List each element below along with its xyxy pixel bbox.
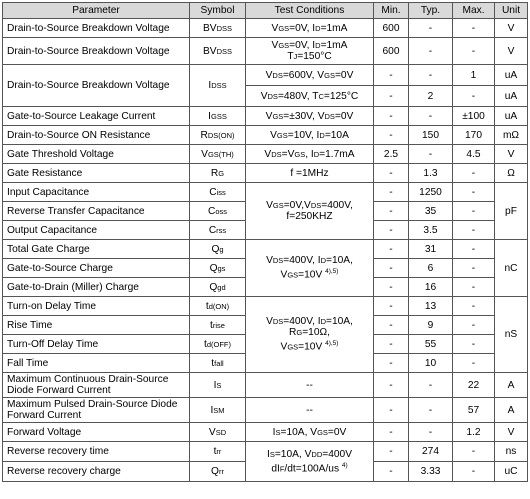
typ-cell: 1.3 <box>409 164 453 183</box>
parameter-cell: Reverse Transfer Capacitance <box>3 202 190 221</box>
symbol-cell: IGSS <box>190 107 246 126</box>
symbol-cell: tfall <box>190 354 246 373</box>
table-row <box>3 164 528 183</box>
typ-cell: - <box>409 423 453 442</box>
symbol-cell: ISM <box>190 398 246 423</box>
condition-cell <box>246 183 374 240</box>
header-parameter: Parameter <box>3 3 190 19</box>
parameter-cell: Forward Voltage <box>3 423 190 442</box>
min-cell: - <box>374 316 409 335</box>
min-cell: - <box>374 278 409 297</box>
table-row <box>3 145 528 164</box>
typ-cell: 16 <box>409 278 453 297</box>
typ-cell: - <box>409 19 453 38</box>
condition-line: IS=10A, VGS=0V <box>272 426 347 438</box>
condition-line: VDS=480V, TC=125°C <box>260 90 359 102</box>
max-cell: - <box>453 354 495 373</box>
parameter-cell: Gate Threshold Voltage <box>3 145 190 164</box>
condition-line: IS=10A, VDD=400V <box>267 448 352 460</box>
max-cell: - <box>453 19 495 38</box>
max-cell: - <box>453 202 495 221</box>
typ-cell: 31 <box>409 240 453 259</box>
min-cell: - <box>374 335 409 354</box>
header-min: Min. <box>374 3 409 19</box>
symbol-cell: Qg <box>190 240 246 259</box>
condition-cell <box>246 65 374 86</box>
table-row <box>3 442 528 462</box>
min-cell: - <box>374 183 409 202</box>
typ-cell: - <box>409 65 453 86</box>
parameter-cell: Reverse recovery time <box>3 442 190 462</box>
unit-cell: V <box>495 423 528 442</box>
max-cell: ±100 <box>453 107 495 126</box>
condition-cell <box>246 107 374 126</box>
typ-cell: 150 <box>409 126 453 145</box>
parameter-cell: Drain-to-Source Breakdown Voltage <box>3 38 190 65</box>
parameter-cell: Total Gate Charge <box>3 240 190 259</box>
header-symbol: Symbol <box>190 3 246 19</box>
condition-line: VGS=0V,VDS=400V, <box>266 200 353 211</box>
min-cell: - <box>374 297 409 316</box>
max-cell: - <box>453 86 495 107</box>
typ-cell: - <box>409 38 453 65</box>
parameter-cell: Reverse recovery charge <box>3 462 190 482</box>
parameter-cell: Gate-to-Source Leakage Current <box>3 107 190 126</box>
parameter-cell: Input Capacitance <box>3 183 190 202</box>
min-cell: - <box>374 65 409 86</box>
condition-line: VGS=0V, ID=1mA <box>271 22 348 34</box>
condition-line: f=250KHZ <box>286 211 333 222</box>
max-cell: - <box>453 462 495 482</box>
parameter-cell: Turn-on Delay Time <box>3 297 190 316</box>
unit-cell: A <box>495 398 528 423</box>
parameter-cell: Output Capacitance <box>3 221 190 240</box>
parameter-cell: Drain-to-Source ON Resistance <box>3 126 190 145</box>
max-cell: 22 <box>453 373 495 398</box>
table-row <box>3 373 528 398</box>
min-cell: - <box>374 202 409 221</box>
unit-cell: V <box>495 19 528 38</box>
symbol-cell: trr <box>190 442 246 462</box>
min-cell: 600 <box>374 38 409 65</box>
min-cell: - <box>374 462 409 482</box>
condition-cell <box>246 19 374 38</box>
symbol-cell: Qgd <box>190 278 246 297</box>
symbol-cell: Ciss <box>190 183 246 202</box>
parameter-cell: Turn-Off Delay Time <box>3 335 190 354</box>
condition-cell <box>246 126 374 145</box>
max-cell: - <box>453 221 495 240</box>
symbol-cell: Qgs <box>190 259 246 278</box>
unit-cell: uC <box>495 462 528 482</box>
max-cell: - <box>453 240 495 259</box>
header-unit: Unit <box>495 3 528 19</box>
table-row <box>3 38 528 65</box>
max-cell: - <box>453 259 495 278</box>
symbol-cell: IS <box>190 373 246 398</box>
unit-cell: uA <box>495 86 528 107</box>
condition-cell: -- <box>246 398 374 423</box>
max-cell: - <box>453 297 495 316</box>
symbol-cell: td(OFF) <box>190 335 246 354</box>
max-cell: - <box>453 183 495 202</box>
symbol-cell: Crss <box>190 221 246 240</box>
min-cell: - <box>374 423 409 442</box>
min-cell: - <box>374 164 409 183</box>
table-row <box>3 423 528 442</box>
condition-line: VDS=400V, ID=10A, <box>266 316 353 328</box>
typ-cell: 35 <box>409 202 453 221</box>
parameter-cell: Drain-to-Source Breakdown Voltage <box>3 65 190 107</box>
typ-cell: 3.5 <box>409 221 453 240</box>
unit-cell: V <box>495 38 528 65</box>
parameter-cell: Gate-to-Drain (Miller) Charge <box>3 278 190 297</box>
table-row <box>3 107 528 126</box>
typ-cell: 55 <box>409 335 453 354</box>
min-cell: - <box>374 442 409 462</box>
table-row <box>3 297 528 316</box>
parameter-cell: Fall Time <box>3 354 190 373</box>
parameter-cell: Gate Resistance <box>3 164 190 183</box>
unit-cell: uA <box>495 65 528 86</box>
condition-line: RG=10Ω, <box>289 327 330 339</box>
symbol-cell: trise <box>190 316 246 335</box>
symbol-cell: VSD <box>190 423 246 442</box>
condition-cell <box>246 240 374 297</box>
table-row <box>3 65 528 86</box>
max-cell: 170 <box>453 126 495 145</box>
unit-cell: nC <box>495 240 528 297</box>
max-cell: 4.5 <box>453 145 495 164</box>
condition-cell <box>246 442 374 482</box>
typ-cell: 13 <box>409 297 453 316</box>
condition-line: VDS=VGS, ID=1.7mA <box>264 148 355 160</box>
typ-cell: 10 <box>409 354 453 373</box>
min-cell: - <box>374 240 409 259</box>
min-cell: - <box>374 107 409 126</box>
condition-line: dIF/dt=100A/us $^{4)}$ <box>271 461 348 475</box>
min-cell: - <box>374 126 409 145</box>
typ-cell: - <box>409 145 453 164</box>
table-row <box>3 126 528 145</box>
typ-cell: 6 <box>409 259 453 278</box>
unit-cell: mΩ <box>495 126 528 145</box>
header-row <box>3 3 528 19</box>
condition-line: VDS=600V, VGS=0V <box>265 69 354 81</box>
symbol-cell: BVDSS <box>190 38 246 65</box>
electrical-characteristics-table <box>2 2 528 482</box>
table-row <box>3 19 528 38</box>
table-row <box>3 183 528 202</box>
symbol-cell: Coss <box>190 202 246 221</box>
typ-cell: - <box>409 398 453 423</box>
condition-line: VDS=400V, ID=10A, <box>266 255 353 267</box>
unit-cell: A <box>495 373 528 398</box>
min-cell: - <box>374 373 409 398</box>
parameter-cell: Drain-to-Source Breakdown Voltage <box>3 19 190 38</box>
symbol-cell: RDS(ON) <box>190 126 246 145</box>
unit-cell: V <box>495 145 528 164</box>
max-cell: - <box>453 164 495 183</box>
max-cell: 1.2 <box>453 423 495 442</box>
unit-cell: Ω <box>495 164 528 183</box>
typ-cell: - <box>409 373 453 398</box>
min-cell: - <box>374 354 409 373</box>
condition-line: VGS=10V $^{4),5)}$ <box>280 340 339 353</box>
unit-cell: uA <box>495 107 528 126</box>
parameter-cell: Rise Time <box>3 316 190 335</box>
min-cell: - <box>374 86 409 107</box>
typ-cell: 2 <box>409 86 453 107</box>
symbol-cell: VGS(TH) <box>190 145 246 164</box>
condition-cell <box>246 164 374 183</box>
max-cell: 1 <box>453 65 495 86</box>
unit-cell: nS <box>495 297 528 373</box>
condition-line: f =1MHz <box>290 167 329 179</box>
table-row <box>3 398 528 423</box>
max-cell: - <box>453 316 495 335</box>
max-cell: - <box>453 335 495 354</box>
typ-cell: 274 <box>409 442 453 462</box>
min-cell: 600 <box>374 19 409 38</box>
symbol-cell: BVDSS <box>190 19 246 38</box>
condition-line: TJ=150°C <box>287 51 332 62</box>
max-cell: - <box>453 38 495 65</box>
typ-cell: 9 <box>409 316 453 335</box>
condition-line: VGS=10V, ID=10A <box>270 129 349 141</box>
condition-line: VGS=0V, ID=1mA <box>271 40 348 51</box>
symbol-cell: IDSS <box>190 65 246 107</box>
condition-cell <box>246 86 374 107</box>
symbol-cell: Qrr <box>190 462 246 482</box>
parameter-cell: Maximum Pulsed Drain-Source Diode Forward Current <box>3 398 190 423</box>
max-cell: - <box>453 278 495 297</box>
condition-cell <box>246 145 374 164</box>
table-row <box>3 240 528 259</box>
condition-cell <box>246 297 374 373</box>
max-cell: - <box>453 442 495 462</box>
symbol-cell: RG <box>190 164 246 183</box>
max-cell: 57 <box>453 398 495 423</box>
min-cell: - <box>374 221 409 240</box>
min-cell: - <box>374 259 409 278</box>
typ-cell: 1250 <box>409 183 453 202</box>
parameter-cell: Maximum Continuous Drain-Source Diode Forward Current <box>3 373 190 398</box>
header-max: Max. <box>453 3 495 19</box>
condition-line: VGS=10V $^{4),5)}$ <box>280 268 339 281</box>
parameter-cell: Gate-to-Source Charge <box>3 259 190 278</box>
unit-cell: ns <box>495 442 528 462</box>
header-test-conditions: Test Conditions <box>246 3 374 19</box>
min-cell: - <box>374 398 409 423</box>
unit-cell: pF <box>495 183 528 240</box>
condition-cell <box>246 423 374 442</box>
typ-cell: 3.33 <box>409 462 453 482</box>
condition-line: VGS=±30V, VDS=0V <box>265 110 354 122</box>
header-typ: Typ. <box>409 3 453 19</box>
condition-cell: -- <box>246 373 374 398</box>
min-cell: 2.5 <box>374 145 409 164</box>
typ-cell: - <box>409 107 453 126</box>
condition-cell <box>246 38 374 65</box>
symbol-cell: td(ON) <box>190 297 246 316</box>
